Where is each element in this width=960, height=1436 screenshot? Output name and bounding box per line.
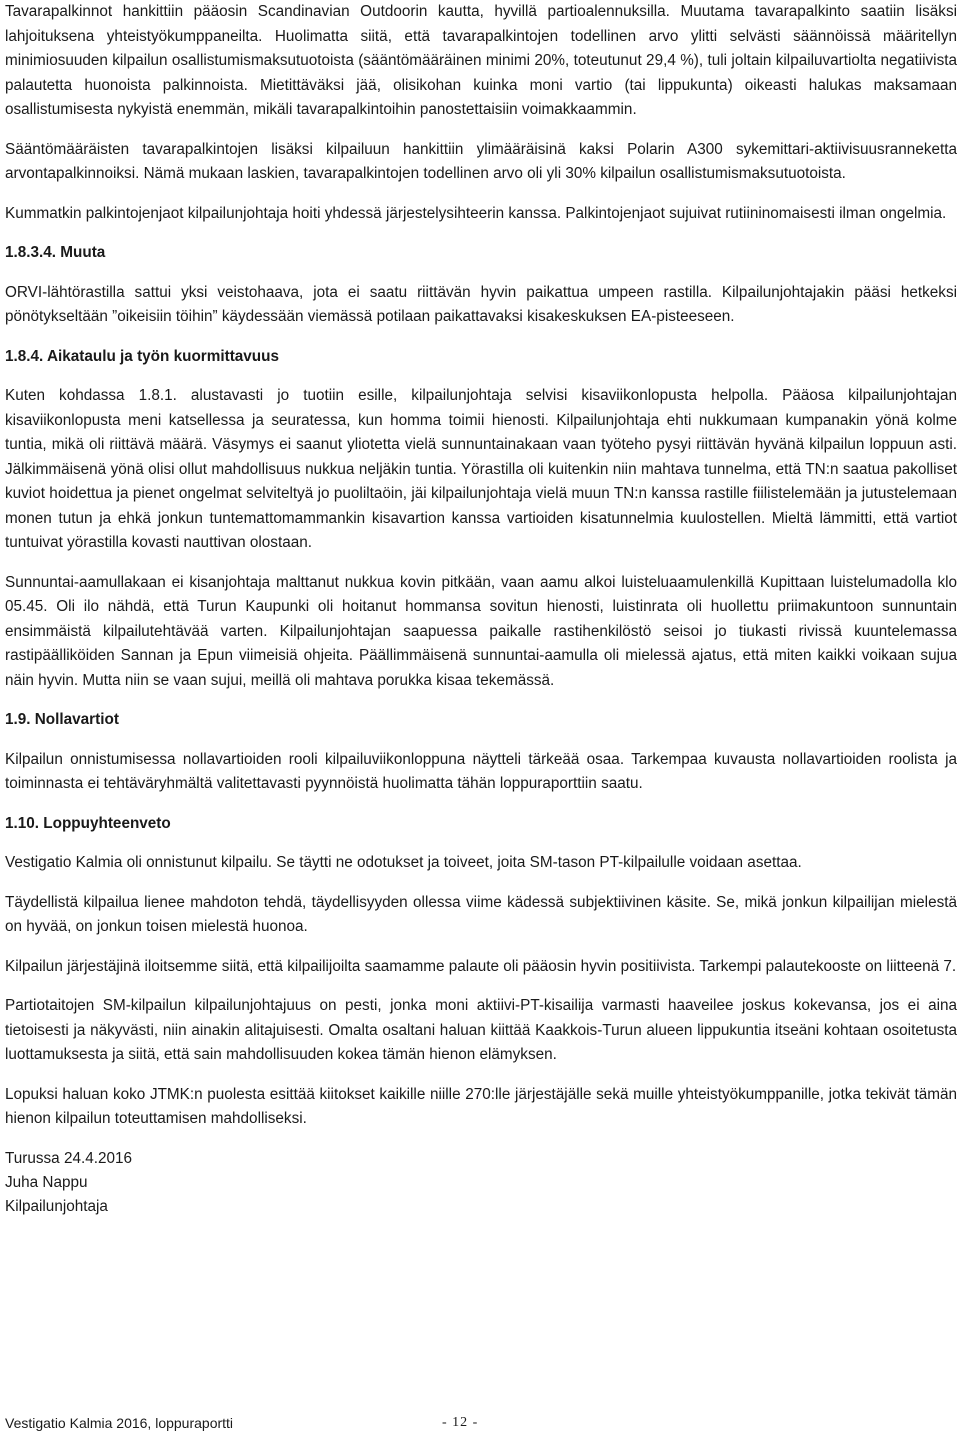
aikataulu-paragraph-1: Kuten kohdassa 1.8.1. alustavasti jo tuotiin esille, kilpailunjohtaja selvisi kisaviikonlopusta helpolla. Pääosa kilpailunjohtajan kisaviikonlopusta meni katsellessa ja seuratessa, kun homma toimii hienosti. Kilpailunjohtaja ehti nukkumaan kumpanakin yönä kolme tuntia, mikä oli riittävä määrä. Väsymys ei saanut yliotetta vielä sunnuntainakaan vaan työteho pysyi riittävän hyvänä kilpailun loppuun asti. Jälkimmäisenä yönä olisi ollut mahdollisuus nukkua neljäkin tuntia. Yörastilla oli kuitenkin niin mahtava tunnelma, että TN:n saatua pakolliset kuviot hoidettua ja pienet ongelmat selviteltyä jo puoliltaöin, jäi kilpailunjohtaja vielä muun TN:n kanssa rastille fiilistelemään ja jutustelemaan monen tutun ja ehkä jonkun tuntemattomammankin kisavartion kanssa vartioiden kisatunnelmia kuulostellen. Mieltä lämmitti, että vartiot tuntuivat yörastilla kovasti nauttivan olostaan. (5, 387, 957, 551)
signature-name: Juha Nappu (5, 1173, 88, 1191)
section-heading-loppuyhteenveto: 1.10. Loppuyhteenveto (5, 814, 171, 832)
signature-role: Kilpailunjohtaja (5, 1197, 108, 1215)
footer-page-number: - 12 - (442, 1415, 479, 1430)
document-page (5, 0, 957, 1219)
intro-paragraph-prizes: Tavarapalkinnot hankittiin pääosin Scandinavian Outdoorin kautta, hyvillä partioalennuksilla. Muutama tavarapalkinto saatiin lisäksi lahjoituksena yhteistyökumppaneilta. Huolimatta siitä, että tavarapalkintojen todellinen arvo ylitti selvästi säännöissä määritellyn minimiosuuden kilpailun osallistumismaksutuotoista (sääntömääräinen minimi 20%, toteutunut 29,4 %), tuli joltain kilpailuvartiolta negatiivista palautetta huonoista palkinnoista. Mietittäväksi jää, olisikohan kuinka moni vartio (tai lippukunta) oikeasti halukas maksamaan osallistumisesta nykyistä enemmän, mikäli tavarapalkintoihin panostettaisiin voimakkaammin. (5, 3, 957, 118)
section-heading-nollavartiot: 1.9. Nollavartiot (5, 711, 119, 728)
intro-paragraph-prize-ceremonies: Kummatkin palkintojenjaot kilpailunjohtaja hoiti yhdessä järjestelysihteerin kanssa. Palkintojenjaot sujuivat rutiininomaisesti ilman ongelmia. (5, 204, 947, 222)
intro-paragraph-extra-prizes: Sääntömääräisten tavarapalkintojen lisäksi kilpailuun hankittiin ylimääräisinä kaksi Polarin A300 sykemittari-aktiivisuusranneketta arvontapalkinnoiksi. Nämä mukaan laskien, tavarapalkintojen todellinen arvo oli yli 30% kilpailun osallistumismaksutuotoista. (5, 140, 957, 182)
loppuyhteenveto-paragraph-1: Vestigatio Kalmia oli onnistunut kilpailu. Se täytti ne odotukset ja toiveet, joita SM-tason PT-kilpailulle voidaan asettaa. (5, 854, 802, 871)
nollavartiot-paragraph: Kilpailun onnistumisessa nollavartioiden rooli kilpailuviikonloppuna näytteli tärkeää osaa. Tarkempaa kuvausta nollavartioiden roolista ja toiminnasta ei tehtäväryhmältä valitettavasti pyynnöistä huolimatta tähän loppuraporttiin saatu. (5, 750, 957, 792)
signature-block (5, 1147, 957, 1219)
page-footer (5, 1413, 957, 1433)
loppuyhteenveto-paragraph-3: Kilpailun järjestäjinä iloitsemme siitä, että kilpailijoilta saamamme palaute oli pääosin hyvin positiivista. Tarkempi palautekooste on liitteenä 7. (5, 957, 957, 975)
section-heading-muuta: 1.8.3.4. Muuta (5, 244, 106, 261)
loppuyhteenveto-paragraph-5: Lopuksi haluan koko JTMK:n puolesta esittää kiitokset kaikille niille 270:lle järjestäjälle sekä muille yhteistyökumppanille, jotka tekivät tämän hienon kilpailun toteuttamisen mahdolliseksi. (5, 1085, 957, 1127)
loppuyhteenveto-paragraph-2: Täydellistä kilpailua lienee mahdoton tehdä, täydellisyyden ollessa viime kädessä subjektiivinen käsite. Se, mikä jonkun kilpailijan mielestä on hyvää, on jonkun toisen mielestä huonoa. (5, 893, 957, 935)
aikataulu-paragraph-2: Sunnuntai-aamullakaan ei kisanjohtaja malttanut nukkua kovin pitkään, vaan aamu alkoi luisteluaamulenkillä Kupittaan luistelumadolla klo 05.45. Oli ilo nähdä, että Turun Kaupunki oli hoitanut hommansa sovitun hienosti, luistinrata oli huollettu priimakuntoon sunnuntain ensimmäistä kilpailutehtävää varten. Kilpailunjohtajan saapuessa paikalle rastihenkilöstö seisoi jo tiukasti rivissä kuuntelemassa rastipäälliköiden Sannan ja Epun viimeisiä ohjeita. Päällimmäisenä sunnuntai-aamulla oli mielessä ajatus, että miten kaikki voikaan sujua näin hyvin. Mutta niin se vaan sujui, meillä oli mahtava porukka kisaa tekemässä. (5, 573, 957, 689)
footer-report-title: Vestigatio Kalmia 2016, loppuraportti (5, 1415, 234, 1431)
loppuyhteenveto-paragraph-4: Partiotaitojen SM-kilpailun kilpailunjohtajuus on pesti, jonka moni aktiivi-PT-kisailija varmasti haaveilee joskus kokevansa, jos ei aina tietoisesti ja näkyvästi, niin ainakin alitajuisesti. Omalta osaltani haluan kiittää Kaakkois-Turun alueen lippukuntia itseäni kohtaan osoitetusta luottamuksesta ja siitä, että sain mahdollisuuden kokea tämän hienon elämyksen. (5, 997, 957, 1063)
section-heading-aikataulu: 1.8.4. Aikataulu ja työn kuormittavuus (5, 347, 279, 365)
signature-place-date: Turussa 24.4.2016 (5, 1149, 132, 1167)
muuta-paragraph: ORVI-lähtörastilla sattui yksi veistohaava, jota ei saatu riittävän hyvin paikattua umpeen rastilla. Kilpailunjohtajakin pääsi hetkeksi pönötykseltään ”oikeisiin töihin” käydessään viemässä potilaan paikattavaksi kisakeskuksen EA-pisteeseen. (5, 283, 957, 325)
